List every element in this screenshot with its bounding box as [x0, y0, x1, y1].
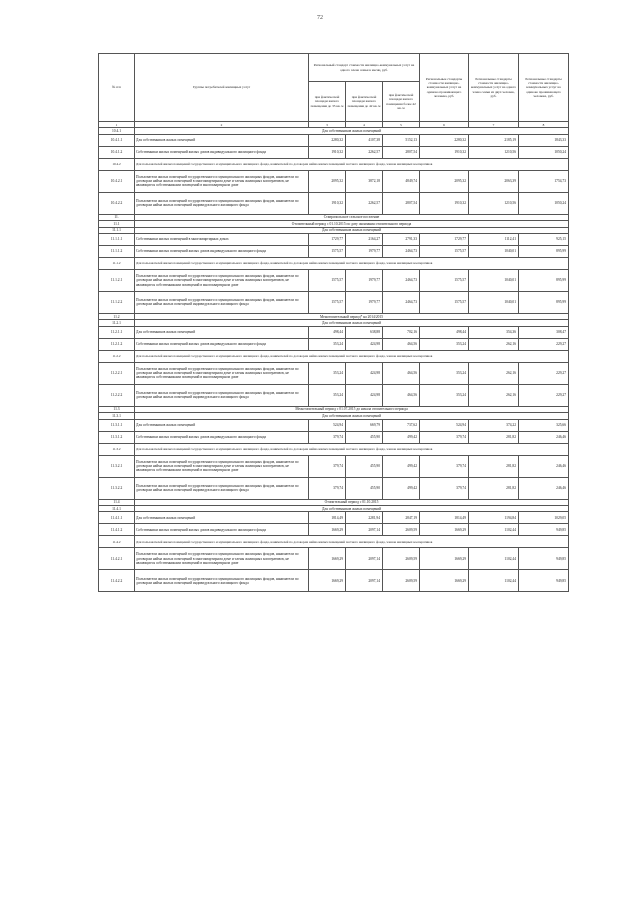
table-row — [99, 170, 569, 192]
value-cell: 262,16 — [469, 362, 519, 384]
value-cell: 246,46 — [519, 455, 569, 477]
value-cell: 4107,38 — [346, 134, 383, 146]
value-cell: 524,94 — [420, 419, 469, 431]
table-row — [99, 338, 569, 350]
value-cell: 2464,73 — [383, 291, 420, 313]
value-cell: 1102,44 — [469, 570, 519, 592]
section-title: Для собственников жилых помещений — [135, 505, 569, 511]
header-col-area-42: при фактической площади жилого помещения до 42 кв. м — [346, 82, 383, 122]
value-cell: 1979,77 — [346, 245, 383, 257]
value-cell: 455,90 — [346, 431, 383, 443]
value-cell: 925,15 — [519, 233, 569, 245]
value-cell: 455,90 — [346, 477, 383, 499]
value-cell: 379,74 — [420, 477, 469, 499]
standards-table-sheet — [98, 53, 568, 592]
section-title: Межотопительный период* на 2014/2015 — [135, 313, 569, 319]
table-body — [99, 128, 569, 592]
value-cell: 1669,29 — [309, 570, 346, 592]
consumer-group-cell: Пользователи жилых помещений государственного и муниципального жилищных фондов, наниматели по договорам найма жилых помещений индивидуального жилищного фонда — [135, 291, 309, 313]
value-cell: 2847,19 — [383, 512, 420, 524]
table-row — [99, 477, 569, 499]
header-num-2: 2 — [135, 122, 309, 128]
value-cell: 353,24 — [309, 338, 346, 350]
value-cell: 2262,57 — [346, 146, 383, 158]
section-title: Для собственников жилых помещений — [135, 227, 569, 233]
header-num-1: 1 — [99, 122, 135, 128]
value-cell: 2095,32 — [309, 170, 346, 192]
header-col-area-33: при фактической площади жилого помещения до 33 кв. м — [309, 82, 346, 122]
value-cell: 1575,57 — [309, 269, 346, 291]
value-cell: 424,98 — [346, 384, 383, 406]
consumer-group-cell: Для собственников жилых помещений — [135, 326, 309, 338]
row-number: 11.4.2.1 — [99, 548, 135, 570]
row-number: 11.2.2.2 — [99, 384, 135, 406]
header-col-group: Группы потребителей жилищных услуг — [135, 54, 309, 122]
value-cell: 2097,14 — [346, 548, 383, 570]
value-cell: 229,27 — [519, 338, 569, 350]
value-cell: 464,56 — [383, 384, 420, 406]
value-cell: 455,90 — [346, 455, 383, 477]
consumer-group-cell: Пользователи жилых помещений государственного и муниципального жилищных фондов, наниматели по договорам найма жилых помещений в многоквартирном доме и члены жилищных кооперативов, не являющиеся собственниками помещений в многоквартирном доме — [135, 170, 309, 192]
consumer-group-cell: Пользователи жилых помещений государственного и муниципального жилищных фондов, наниматели по договорам найма жилых помещений в многоквартирном доме и члены жилищных кооперативов, не являющиеся собственниками помещений в многоквартирном доме — [135, 548, 309, 570]
row-number: 11.4.2 — [99, 536, 135, 548]
value-cell: 424,98 — [346, 362, 383, 384]
value-cell: 895,99 — [519, 245, 569, 257]
section-title: Межотопительный период с 01.07.2015 до начала отопительного периода — [135, 406, 569, 412]
value-cell: 498,44 — [420, 326, 469, 338]
value-cell: 1210,56 — [469, 146, 519, 158]
value-cell: 1040,01 — [469, 269, 519, 291]
header-col-num: № п/п — [99, 54, 135, 122]
section-title: Ставропольское сельское поселение — [135, 214, 569, 220]
value-cell: 379,74 — [309, 455, 346, 477]
row-number: 11.3.2 — [99, 443, 135, 455]
value-cell: 464,56 — [383, 362, 420, 384]
value-cell: 354,36 — [469, 326, 519, 338]
table-row — [99, 362, 569, 384]
subsection-note: Для пользователей жилых помещений государственного и муниципального жилищного фонда, нанимателей по договорам найма жилых помещений частного жилищного фонда, членов жилищных кооперативов — [135, 536, 569, 548]
value-cell: 2791,33 — [383, 233, 420, 245]
row-number: 11.4.2.2 — [99, 570, 135, 592]
row-number: 10.4.1.2 — [99, 146, 135, 158]
row-number: 11.3.2.2 — [99, 477, 135, 499]
value-cell: 1843,33 — [519, 134, 569, 146]
value-cell: 1910,32 — [309, 146, 346, 158]
value-cell: 2609,59 — [383, 524, 420, 536]
value-cell: 262,16 — [469, 384, 519, 406]
value-cell: 1210,56 — [469, 192, 519, 214]
value-cell: 262,16 — [469, 338, 519, 350]
header-num-4: 4 — [346, 122, 383, 128]
subsection-note: Для пользователей жилых помещений государственного и муниципального жилищного фонда, нанимателей по договорам найма жилых помещений частного жилищного фонда, членов жилищных кооперативов — [135, 158, 569, 170]
value-cell: 702,16 — [383, 326, 420, 338]
value-cell: 2097,14 — [346, 524, 383, 536]
section-title: Для собственников жилых помещений — [135, 413, 569, 419]
consumer-group-cell: Пользователи жилых помещений государственного и муниципального жилищных фондов, наниматели по договорам найма жилых помещений индивидуального жилищного фонда — [135, 192, 309, 214]
value-cell: 5152,13 — [383, 134, 420, 146]
value-cell: 325,66 — [519, 419, 569, 431]
value-cell: 229,27 — [519, 362, 569, 384]
row-number: 11.3.1.2 — [99, 431, 135, 443]
value-cell: 2609,59 — [383, 570, 420, 592]
value-cell: 1669,29 — [420, 570, 469, 592]
value-cell: 246,46 — [519, 431, 569, 443]
value-cell: 949,85 — [519, 570, 569, 592]
value-cell: 1910,32 — [420, 146, 469, 158]
table-row — [99, 548, 569, 570]
row-number: 10.4.2 — [99, 158, 135, 170]
value-cell: 524,94 — [309, 419, 346, 431]
housing-standards-table — [98, 53, 569, 592]
row-number: 10.4.1.1 — [99, 134, 135, 146]
value-cell: 2281,94 — [346, 512, 383, 524]
value-cell: 499,42 — [383, 455, 420, 477]
value-cell: 1979,77 — [346, 269, 383, 291]
value-cell: 1040,01 — [469, 245, 519, 257]
value-cell: 2095,32 — [420, 170, 469, 192]
value-cell: 374,22 — [469, 419, 519, 431]
table-row — [99, 245, 569, 257]
row-number: 11.1.1.2 — [99, 245, 135, 257]
section-title: Отопительный период с 01.10.2015 — [135, 499, 569, 505]
value-cell: 379,74 — [420, 455, 469, 477]
value-cell: 1979,77 — [346, 291, 383, 313]
value-cell: 229,27 — [519, 384, 569, 406]
value-cell: 1575,57 — [420, 269, 469, 291]
table-row — [99, 134, 569, 146]
value-cell: 1029,05 — [519, 512, 569, 524]
value-cell: 638,88 — [346, 326, 383, 338]
consumer-group-cell: Пользователи жилых помещений государственного и муниципального жилищных фондов, наниматели по договорам найма жилых помещений индивидуального жилищного фонда — [135, 477, 309, 499]
consumer-group-cell: Для собственников жилых помещений — [135, 419, 309, 431]
value-cell: 1102,44 — [469, 548, 519, 570]
value-cell: 281,82 — [469, 455, 519, 477]
value-cell: 2807,54 — [383, 192, 420, 214]
value-cell: 1814,49 — [420, 512, 469, 524]
value-cell: 1669,29 — [420, 548, 469, 570]
value-cell: 949,85 — [519, 524, 569, 536]
subsection-note-row — [99, 443, 569, 455]
row-number: 11.3.1 — [99, 413, 135, 419]
consumer-group-cell: Собственники жилых помещений жилых домов индивидуального жилищного фонда — [135, 431, 309, 443]
consumer-group-cell: Пользователи жилых помещений государственного и муниципального жилищных фондов, наниматели по договорам найма жилых помещений в многоквартирном доме и члены жилищных кооперативов, не являющиеся собственниками помещений в многоквартирном доме — [135, 455, 309, 477]
value-cell: 424,98 — [346, 338, 383, 350]
value-cell: 669,79 — [346, 419, 383, 431]
table-row — [99, 455, 569, 477]
value-cell: 1194,84 — [469, 512, 519, 524]
header-col-two-person: Региональные стандарты стоимости жилищно-коммунальных услуг на одного члена семьи из двух человек, руб. — [469, 54, 519, 122]
row-number: 11.3 — [99, 406, 135, 412]
header-col-single: Региональные стандарты стоимости жилищно-коммунальных услуг на одиноко проживающего человека, руб. — [420, 54, 469, 122]
value-cell: 499,42 — [383, 431, 420, 443]
row-number: 11.4.1.1 — [99, 512, 135, 524]
table-row — [99, 269, 569, 291]
value-cell: 2262,57 — [346, 192, 383, 214]
value-cell: 353,24 — [420, 338, 469, 350]
value-cell: 1575,57 — [420, 245, 469, 257]
row-number: 10.4.1 — [99, 128, 135, 134]
header-num-6: 6 — [420, 122, 469, 128]
table-row — [99, 146, 569, 158]
row-number: 10.4.2.2 — [99, 192, 135, 214]
row-number: 11.2 — [99, 313, 135, 319]
row-number: 11.1.2.1 — [99, 269, 135, 291]
row-number: 11. — [99, 214, 135, 220]
section-title: Для собственников жилых помещений — [135, 128, 569, 134]
row-number: 11.4.1.2 — [99, 524, 135, 536]
value-cell: 1102,44 — [469, 524, 519, 536]
table-row — [99, 192, 569, 214]
row-number: 11.2.1.2 — [99, 338, 135, 350]
value-cell: 1754,73 — [519, 170, 569, 192]
row-number: 11.1.2 — [99, 257, 135, 269]
row-number: 11.1 — [99, 221, 135, 227]
table-row — [99, 512, 569, 524]
subsection-note: Для пользователей жилых помещений государственного и муниципального жилищного фонда, нанимателей по договорам найма жилых помещений частного жилищного фонда, членов жилищных кооперативов — [135, 350, 569, 362]
value-cell: 1729,77 — [309, 233, 346, 245]
header-num-3: 3 — [309, 122, 346, 128]
value-cell: 895,99 — [519, 291, 569, 313]
value-cell: 1575,57 — [420, 291, 469, 313]
value-cell: 308,47 — [519, 326, 569, 338]
consumer-group-cell: Для собственников жилых помещений — [135, 134, 309, 146]
value-cell: 2609,59 — [383, 548, 420, 570]
value-cell: 2185,19 — [469, 134, 519, 146]
value-cell: 3872,18 — [346, 170, 383, 192]
value-cell: 353,24 — [309, 362, 346, 384]
header-col-single-alt: Региональные стандарты стоимости жилищно-коммунальных услуг на одиноко проживающего человека, руб. — [519, 54, 569, 122]
header-num-7: 7 — [469, 122, 519, 128]
value-cell: 895,99 — [519, 269, 569, 291]
row-number: 11.1.1.1 — [99, 233, 135, 245]
value-cell: 281,82 — [469, 431, 519, 443]
consumer-group-cell: Пользователи жилых помещений государственного и муниципального жилищных фондов, наниматели по договорам найма жилых помещений в многоквартирном доме и члены жилищных кооперативов, не являющиеся собственниками помещений в многоквартирном доме — [135, 362, 309, 384]
value-cell: 2097,14 — [346, 570, 383, 592]
row-number: 11.4.1 — [99, 505, 135, 511]
table-row — [99, 570, 569, 592]
value-cell: 498,44 — [309, 326, 346, 338]
value-cell: 1669,29 — [309, 524, 346, 536]
consumer-group-cell: Пользователи жилых помещений государственного и муниципального жилищных фондов, наниматели по договорам найма жилых помещений в многоквартирном доме и члены жилищных кооперативов, не являющиеся собственниками помещений в многоквартирном доме — [135, 269, 309, 291]
value-cell: 499,42 — [383, 477, 420, 499]
value-cell: 1112,41 — [469, 233, 519, 245]
value-cell: 353,24 — [420, 384, 469, 406]
value-cell: 2464,73 — [383, 269, 420, 291]
consumer-group-cell: Пользователи жилых помещений государственного и муниципального жилищных фондов, наниматели по договорам найма жилых помещений индивидуального жилищного фонда — [135, 384, 309, 406]
consumer-group-cell: Для собственников жилых помещений — [135, 512, 309, 524]
value-cell: 4849,74 — [383, 170, 420, 192]
value-cell: 353,24 — [420, 362, 469, 384]
row-number: 11.2.2.1 — [99, 362, 135, 384]
row-number: 11.4 — [99, 499, 135, 505]
value-cell: 2164,27 — [346, 233, 383, 245]
table-row — [99, 431, 569, 443]
value-cell: 281,82 — [469, 477, 519, 499]
value-cell: 1040,01 — [469, 291, 519, 313]
value-cell: 1050,24 — [519, 192, 569, 214]
row-number: 11.1.1 — [99, 227, 135, 233]
value-cell: 379,74 — [309, 477, 346, 499]
value-cell: 737,62 — [383, 419, 420, 431]
consumer-group-cell: Собственники жилых помещений жилых домов индивидуального жилищного фонда — [135, 524, 309, 536]
row-number: 11.3.1.1 — [99, 419, 135, 431]
subsection-note: Для пользователей жилых помещений государственного и муниципального жилищного фонда, нанимателей по договорам найма жилых помещений частного жилищного фонда, членов жилищных кооперативов — [135, 257, 569, 269]
row-number: 11.2.1.1 — [99, 326, 135, 338]
value-cell: 1575,57 — [309, 245, 346, 257]
value-cell: 1669,29 — [309, 548, 346, 570]
value-cell: 1814,49 — [309, 512, 346, 524]
value-cell: 1575,57 — [309, 291, 346, 313]
value-cell: 2280,32 — [420, 134, 469, 146]
consumer-group-cell: Собственники жилых помещений жилых домов индивидуального жилищного фонда — [135, 146, 309, 158]
table-header — [99, 54, 569, 128]
consumer-group-cell: Собственники жилых помещений жилых домов индивидуального жилищного фонда — [135, 245, 309, 257]
table-row — [99, 326, 569, 338]
value-cell: 949,85 — [519, 548, 569, 570]
value-cell: 379,74 — [309, 431, 346, 443]
header-num-8: 8 — [519, 122, 569, 128]
consumer-group-cell: Собственники жилых помещений в многоквартирных домах — [135, 233, 309, 245]
value-cell: 2063,39 — [469, 170, 519, 192]
row-number: 11.3.2.1 — [99, 455, 135, 477]
value-cell: 2807,54 — [383, 146, 420, 158]
value-cell: 246,46 — [519, 477, 569, 499]
header-col-area-over-42: при фактической площади жилого помещения более 42 кв. м — [383, 82, 420, 122]
value-cell: 353,24 — [309, 384, 346, 406]
row-number: 10.4.2.1 — [99, 170, 135, 192]
subsection-note: Для пользователей жилых помещений государственного и муниципального жилищного фонда, нанимателей по договорам найма жилых помещений частного жилищного фонда, членов жилищных кооперативов — [135, 443, 569, 455]
table-row — [99, 384, 569, 406]
value-cell: 1669,29 — [420, 524, 469, 536]
value-cell: 464,56 — [383, 338, 420, 350]
value-cell: 1729,77 — [420, 233, 469, 245]
row-number: 11.2.1 — [99, 320, 135, 326]
value-cell: 2280,32 — [309, 134, 346, 146]
consumer-group-cell: Собственники жилых помещений жилых домов индивидуального жилищного фонда — [135, 338, 309, 350]
page-number: 72 — [317, 15, 323, 21]
consumer-group-cell: Пользователи жилых помещений государственного и муниципального жилищных фондов, наниматели по договорам найма жилых помещений индивидуального жилищного фонда — [135, 570, 309, 592]
row-number: 11.2.2 — [99, 350, 135, 362]
value-cell: 1910,32 — [309, 192, 346, 214]
row-number: 11.1.2.2 — [99, 291, 135, 313]
table-row — [99, 291, 569, 313]
table-row — [99, 419, 569, 431]
value-cell: 2464,73 — [383, 245, 420, 257]
table-row — [99, 233, 569, 245]
table-row — [99, 524, 569, 536]
subsection-note-row — [99, 257, 569, 269]
subsection-note-row — [99, 158, 569, 170]
header-group-standard: Региональный стандарт стоимости жилищно-коммунальных услуг на одного члена семьи в месяц, руб. — [309, 54, 420, 82]
value-cell: 1910,32 — [420, 192, 469, 214]
value-cell: 1050,24 — [519, 146, 569, 158]
value-cell: 379,74 — [420, 431, 469, 443]
header-num-5: 5 — [383, 122, 420, 128]
section-title: Для собственников жилых помещений — [135, 320, 569, 326]
subsection-note-row — [99, 536, 569, 548]
subsection-note-row — [99, 350, 569, 362]
section-title: Отопительный период с 01.10.2015 по дату окончания отопительного периода — [135, 221, 569, 227]
